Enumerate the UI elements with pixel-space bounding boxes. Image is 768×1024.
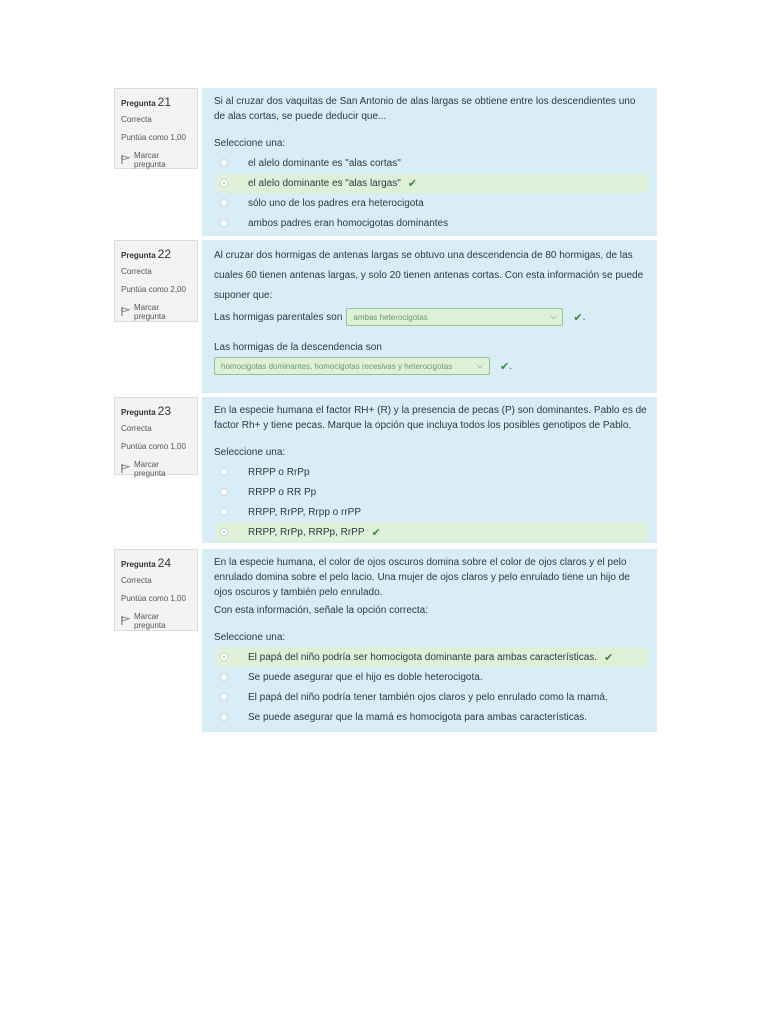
chevron-down-icon: ⌵ bbox=[550, 312, 557, 321]
radio-button[interactable] bbox=[220, 528, 228, 536]
radio-button[interactable] bbox=[220, 713, 228, 721]
answer-option[interactable]: El papá del niño podría tener también ojos claros y pelo enrulado como la mamá. bbox=[216, 687, 647, 707]
chevron-down-icon: ⌵ bbox=[476, 361, 483, 370]
question-points: Puntúa como 1,00 bbox=[121, 442, 186, 451]
flag-question-button[interactable]: Marcar pregunta bbox=[121, 303, 191, 321]
radio-button[interactable] bbox=[220, 468, 228, 476]
flag-icon bbox=[121, 464, 130, 475]
answer-option[interactable]: RRPP, RrPP, Rrpp o rrPP bbox=[216, 502, 647, 522]
radio-button[interactable] bbox=[220, 693, 228, 701]
answer-option[interactable]: ambos padres eran homocigotas dominantes bbox=[216, 213, 647, 233]
check-icon: ✔ bbox=[407, 177, 417, 190]
question-status: Correcta bbox=[121, 576, 152, 585]
question-text: Si al cruzar dos vaquitas de San Antonio de alas largas se obtiene entre los descendientes uno de alas cortas, se puede deducir que... bbox=[214, 96, 636, 122]
radio-button[interactable] bbox=[220, 508, 228, 516]
answer-option[interactable]: RRPP o RrPp bbox=[216, 462, 647, 482]
answer-option[interactable]: el alelo dominante es "alas cortas" bbox=[216, 153, 647, 173]
question-status: Correcta bbox=[121, 424, 152, 433]
select-prompt: Seleccione una: bbox=[214, 447, 286, 458]
question-number: Pregunta 22 bbox=[121, 247, 172, 261]
flag-icon bbox=[121, 155, 130, 166]
answer-list bbox=[214, 647, 647, 727]
flag-question-button[interactable]: Marcar pregunta bbox=[121, 151, 191, 169]
question-content-24 bbox=[202, 549, 657, 732]
question-text: Al cruzar dos hormigas de antenas largas se obtuvo una descendencia de 80 hormigas, de las cuales 60 tienen antenas largas, y solo 20 tienen antenas cortas. Con esta información se puede suponer que: bbox=[214, 250, 644, 301]
question-content-21 bbox=[202, 88, 657, 236]
radio-button[interactable] bbox=[220, 199, 228, 207]
answer-option-selected[interactable]: El papá del niño podría ser homocigota dominante para ambas características. ✔ bbox=[216, 647, 647, 667]
question-info-24 bbox=[114, 549, 198, 631]
answer-option-selected[interactable]: el alelo dominante es "alas largas" ✔ bbox=[216, 173, 647, 193]
question-points: Puntúa como 1,00 bbox=[121, 594, 186, 603]
answer-option-selected[interactable]: RRPP, RrPp, RRPp, RrPP ✔ bbox=[216, 522, 647, 542]
question-points: Puntúa como 2,00 bbox=[121, 285, 186, 294]
check-icon: ✔ bbox=[500, 360, 510, 373]
question-info-23 bbox=[114, 397, 198, 478]
radio-button[interactable] bbox=[220, 159, 228, 167]
answer-option[interactable]: Se puede asegurar que la mamá es homocigota para ambas características. bbox=[216, 707, 647, 727]
question-content-23 bbox=[202, 397, 657, 543]
question-number: Pregunta 21 bbox=[121, 95, 172, 109]
answer-option[interactable]: RRPP o RR Pp bbox=[216, 482, 647, 502]
question-number: Pregunta 23 bbox=[121, 404, 172, 418]
question-text: En la especie humana el factor RH+ (R) y la presencia de pecas (P) son dominantes. Pablo es de factor Rh+ y tiene pecas. Marque la opción que incluya todos los posibles genotipos de Pablo. bbox=[214, 405, 647, 431]
radio-button[interactable] bbox=[220, 219, 228, 227]
question-text-2: Con esta información, señale la opción correcta: bbox=[214, 605, 429, 616]
flag-icon bbox=[121, 307, 130, 318]
question-text: En la especie humana, el color de ojos oscuros domina sobre el color de ojos claros y el pelo enrulado domina sobre el pelo lacio. Una mujer de ojos claros y pelo enrulado tiene un hijo de ojos oscuros y también pelo enrulado. bbox=[214, 557, 630, 598]
question-info-22 bbox=[114, 240, 198, 322]
check-icon: ✔ bbox=[371, 526, 381, 539]
question-status: Correcta bbox=[121, 267, 152, 276]
answer-option[interactable]: Se puede asegurar que el hijo es doble heterocigota. bbox=[216, 667, 647, 687]
check-icon: ✔ bbox=[573, 311, 583, 324]
answer-list bbox=[214, 462, 647, 542]
check-icon: ✔ bbox=[604, 651, 614, 664]
flag-question-button[interactable]: Marcar pregunta bbox=[121, 460, 191, 478]
question-info-21 bbox=[114, 88, 198, 169]
answer-option[interactable]: sólo uno de los padres era heterocigota bbox=[216, 193, 647, 213]
select-prompt: Seleccione una: bbox=[214, 138, 286, 149]
radio-button[interactable] bbox=[220, 653, 228, 661]
answer-line-offspring: homocigotas dominantes, homocigotas recesivas y heterocigotas ⌵ ✔ . bbox=[214, 357, 647, 375]
answer-list bbox=[214, 153, 647, 233]
parents-select[interactable]: ambas heterocigotas ⌵ bbox=[346, 308, 563, 326]
radio-button[interactable] bbox=[220, 488, 228, 496]
offspring-select[interactable]: homocigotas dominantes, homocigotas recesivas y heterocigotas ⌵ bbox=[214, 357, 490, 375]
answer-line-parents: Las hormigas parentales son ambas heterocigotas ⌵ ✔ . bbox=[214, 308, 647, 326]
select-prompt: Seleccione una: bbox=[214, 632, 286, 643]
question-number: Pregunta 24 bbox=[121, 556, 172, 570]
radio-button[interactable] bbox=[220, 179, 228, 187]
question-status: Correcta bbox=[121, 115, 152, 124]
flag-icon bbox=[121, 616, 130, 627]
answer-line-offspring-label: Las hormigas de la descendencia son bbox=[214, 342, 382, 353]
flag-question-button[interactable]: Marcar pregunta bbox=[121, 612, 191, 630]
radio-button[interactable] bbox=[220, 673, 228, 681]
question-content-22 bbox=[202, 240, 657, 393]
question-points: Puntúa como 1,00 bbox=[121, 133, 186, 142]
